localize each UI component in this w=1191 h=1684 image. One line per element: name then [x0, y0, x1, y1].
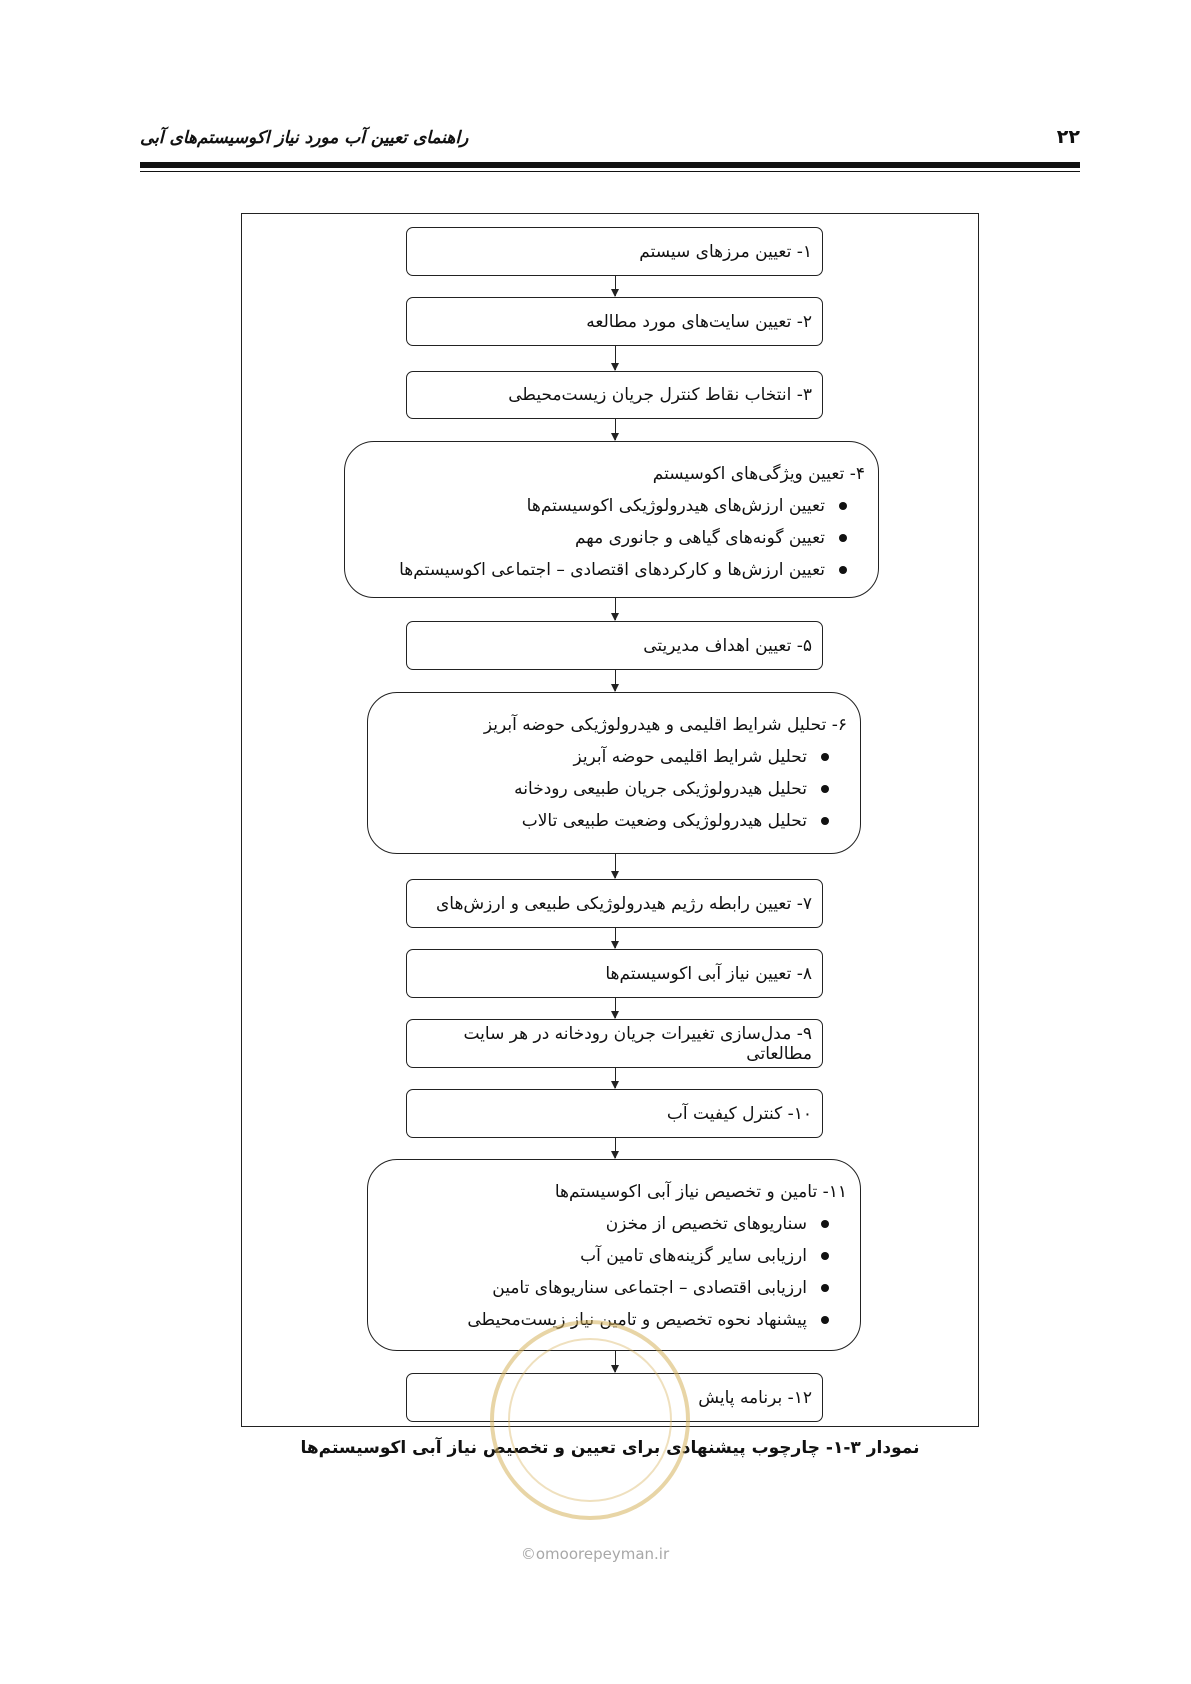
step-label: ۱۰- کنترل کیفیت آب: [666, 1103, 812, 1124]
list-item: پیشنهاد نحوه تخصیص و تامین نیاز زیست‌محیطی: [368, 1304, 829, 1336]
flow-step-4: [344, 441, 879, 598]
flow-step-5: [406, 621, 823, 670]
step-label: ۶- تحلیل شرایط اقلیمی و هیدرولوژیکی حوضه آبریز: [483, 715, 847, 735]
list-item: تحلیل هیدرولوژیکی وضعیت طبیعی تالاب: [368, 805, 829, 837]
bullet-icon: [821, 1284, 829, 1292]
list-item: تعیین ارزش‌ها و کارکردهای اقتصادی – اجتماعی اکوسیستم‌ها: [345, 554, 847, 586]
header-rule-thin: [140, 171, 1080, 172]
bullet-icon: [839, 534, 847, 542]
flow-step-1: [406, 227, 823, 276]
step-items: [345, 490, 865, 586]
figure-caption: نمودار ۳-۱- چارچوب پیشنهادی برای تعیین و تخصیص نیاز آبی اکوسیستم‌ها: [300, 1438, 920, 1458]
flow-arrow: [615, 346, 616, 370]
copyright-icon: ©: [520, 1545, 536, 1563]
step-label: ۱۱- تامین و تخصیص نیاز آبی اکوسیستم‌ها: [554, 1182, 847, 1202]
bullet-icon: [821, 1316, 829, 1324]
step-label: ۱- تعیین مرزهای سیستم: [639, 241, 812, 262]
step-label: ۴- تعیین ویژگی‌های اکوسیستم: [652, 464, 865, 484]
step-label: ۹- مدل‌سازی تغییرات جریان رودخانه در هر سایت مطالعاتی: [463, 1023, 812, 1064]
flow-arrow: [615, 598, 616, 620]
bullet-icon: [821, 1252, 829, 1260]
flow-arrow: [615, 276, 616, 296]
list-item: تعیین ارزش‌های هیدرولوژیکی اکوسیستم‌ها: [345, 490, 847, 522]
list-item: تعیین گونه‌های گیاهی و جانوری مهم: [345, 522, 847, 554]
bullet-icon: [839, 566, 847, 574]
flow-arrow: [615, 998, 616, 1018]
flow-step-12: [406, 1373, 823, 1422]
bullet-icon: [821, 817, 829, 825]
step-label: ۳- انتخاب نقاط کنترل جریان زیست‌محیطی: [508, 385, 812, 405]
step-items: [368, 1208, 847, 1336]
flow-arrow: [615, 928, 616, 948]
header-title: راهنمای تعیین آب مورد نیاز اکوسیستم‌های آبی: [140, 128, 469, 148]
flow-step-9: [406, 1019, 823, 1068]
step-items: [368, 741, 847, 837]
list-item: تحلیل هیدرولوژیکی جریان طبیعی رودخانه: [368, 773, 829, 805]
list-item: ارزیابی سایر گزینه‌های تامین آب: [368, 1240, 829, 1272]
flow-arrow: [615, 419, 616, 440]
flow-arrow: [615, 1068, 616, 1088]
bullet-icon: [821, 1220, 829, 1228]
flow-step-11: [367, 1159, 861, 1351]
list-item: ارزیابی اقتصادی – اجتماعی سناریوهای تامین: [368, 1272, 829, 1304]
step-label: ۱۲- برنامه پایش: [698, 1387, 812, 1408]
flow-step-2: [406, 297, 823, 346]
step-label: ۵- تعیین اهداف مدیریتی: [643, 635, 812, 656]
step-label: ۸- تعیین نیاز آبی اکوسیستم‌ها: [605, 963, 812, 984]
bullet-icon: [821, 753, 829, 761]
step-label: ۷- تعیین رابطه رژیم هیدرولوژیکی طبیعی و ارزش‌های: [435, 893, 812, 914]
flow-step-8: [406, 949, 823, 998]
flow-arrow: [615, 854, 616, 878]
flow-step-7: [406, 879, 823, 928]
bullet-icon: [839, 502, 847, 510]
flow-arrow: [615, 670, 616, 691]
step-label: ۲- تعیین سایت‌های مورد مطالعه: [586, 311, 812, 332]
flow-arrow: [615, 1351, 616, 1372]
list-item: تحلیل شرایط اقلیمی حوضه آبریز: [368, 741, 829, 773]
flow-step-10: [406, 1089, 823, 1138]
page-number: ۲۲: [1056, 126, 1080, 148]
flow-step-6: [367, 692, 861, 854]
watermark-site: ©omoorepeyman.ir: [520, 1545, 670, 1563]
flow-step-3: [406, 371, 823, 419]
bullet-icon: [821, 785, 829, 793]
flow-arrow: [615, 1138, 616, 1158]
list-item: سناریوهای تخصیص از مخزن: [368, 1208, 829, 1240]
header-rule-thick: [140, 162, 1080, 168]
